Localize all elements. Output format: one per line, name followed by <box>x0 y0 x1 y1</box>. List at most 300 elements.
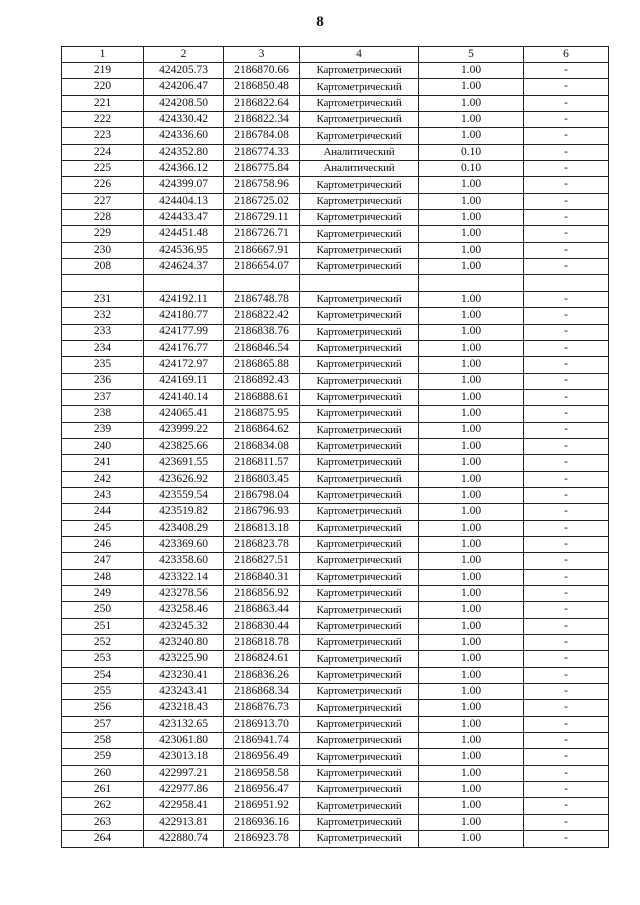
accuracy-cell: 1.00 <box>419 716 524 732</box>
point-number-cell: 234 <box>62 340 144 356</box>
y-coordinate-cell: 2186813.18 <box>224 520 300 536</box>
x-coordinate-cell: 423626.92 <box>144 471 224 487</box>
accuracy-cell: 1.00 <box>419 291 524 307</box>
accuracy-cell: 1.00 <box>419 831 524 847</box>
method-cell: Картометрический <box>300 79 419 95</box>
note-cell: - <box>524 651 609 667</box>
point-number-cell: 219 <box>62 63 144 79</box>
accuracy-cell: 1.00 <box>419 487 524 503</box>
y-coordinate-cell: 2186876.73 <box>224 700 300 716</box>
method-cell <box>300 275 419 291</box>
note-cell: - <box>524 112 609 128</box>
point-number-cell: 221 <box>62 95 144 111</box>
y-coordinate-cell: 2186913.70 <box>224 716 300 732</box>
table-row <box>62 79 609 95</box>
accuracy-cell: 0.10 <box>419 161 524 177</box>
point-number-cell: 252 <box>62 635 144 651</box>
point-number-cell: 227 <box>62 193 144 209</box>
note-cell: - <box>524 340 609 356</box>
point-number-cell: 247 <box>62 553 144 569</box>
y-coordinate-cell: 2186956.47 <box>224 782 300 798</box>
note-cell: - <box>524 161 609 177</box>
accuracy-cell: 1.00 <box>419 226 524 242</box>
method-cell: Картометрический <box>300 406 419 422</box>
x-coordinate-cell: 423559.54 <box>144 487 224 503</box>
y-coordinate-cell: 2186951.92 <box>224 798 300 814</box>
column-header: 3 <box>224 47 300 63</box>
method-cell: Картометрический <box>300 128 419 144</box>
note-cell: - <box>524 226 609 242</box>
y-coordinate-cell: 2186868.34 <box>224 684 300 700</box>
note-cell: - <box>524 602 609 618</box>
x-coordinate-cell: 423278.56 <box>144 586 224 602</box>
x-coordinate-cell: 423691.55 <box>144 455 224 471</box>
point-number-cell: 231 <box>62 291 144 307</box>
point-number-cell: 259 <box>62 749 144 765</box>
x-coordinate-cell <box>144 275 224 291</box>
point-number-cell: 257 <box>62 716 144 732</box>
x-coordinate-cell: 423358.60 <box>144 553 224 569</box>
note-cell: - <box>524 373 609 389</box>
accuracy-cell: 1.00 <box>419 684 524 700</box>
table-row <box>62 798 609 814</box>
point-number-cell: 248 <box>62 569 144 585</box>
note-cell: - <box>524 635 609 651</box>
y-coordinate-cell: 2186758.96 <box>224 177 300 193</box>
column-header: 1 <box>62 47 144 63</box>
point-number-cell: 224 <box>62 144 144 160</box>
y-coordinate-cell: 2186822.64 <box>224 95 300 111</box>
table-row <box>62 340 609 356</box>
point-number-cell: 238 <box>62 406 144 422</box>
y-coordinate-cell: 2186840.31 <box>224 569 300 585</box>
method-cell: Картометрический <box>300 504 419 520</box>
y-coordinate-cell: 2186956.49 <box>224 749 300 765</box>
accuracy-cell: 1.00 <box>419 700 524 716</box>
table-row <box>62 700 609 716</box>
y-coordinate-cell: 2186830.44 <box>224 618 300 634</box>
y-coordinate-cell: 2186836.26 <box>224 667 300 683</box>
table-row <box>62 553 609 569</box>
note-cell <box>524 275 609 291</box>
table-row <box>62 520 609 536</box>
accuracy-cell: 1.00 <box>419 79 524 95</box>
x-coordinate-cell: 424169.11 <box>144 373 224 389</box>
note-cell: - <box>524 749 609 765</box>
table-row <box>62 716 609 732</box>
y-coordinate-cell: 2186823.78 <box>224 536 300 552</box>
note-cell: - <box>524 667 609 683</box>
note-cell: - <box>524 455 609 471</box>
accuracy-cell: 1.00 <box>419 733 524 749</box>
accuracy-cell: 1.00 <box>419 553 524 569</box>
point-number-cell: 255 <box>62 684 144 700</box>
point-number-cell: 251 <box>62 618 144 634</box>
table-row <box>62 586 609 602</box>
point-number-cell: 229 <box>62 226 144 242</box>
x-coordinate-cell: 424180.77 <box>144 308 224 324</box>
note-cell: - <box>524 324 609 340</box>
accuracy-cell: 1.00 <box>419 814 524 830</box>
accuracy-cell <box>419 275 524 291</box>
table-row <box>62 128 609 144</box>
note-cell: - <box>524 504 609 520</box>
method-cell: Картометрический <box>300 259 419 275</box>
y-coordinate-cell: 2186888.61 <box>224 389 300 405</box>
x-coordinate-cell: 423230.41 <box>144 667 224 683</box>
table-row <box>62 831 609 847</box>
method-cell: Картометрический <box>300 210 419 226</box>
accuracy-cell: 1.00 <box>419 504 524 520</box>
table-row <box>62 438 609 454</box>
accuracy-cell: 1.00 <box>419 128 524 144</box>
x-coordinate-cell: 424433.47 <box>144 210 224 226</box>
accuracy-cell: 1.00 <box>419 406 524 422</box>
table-row <box>62 765 609 781</box>
table-row <box>62 226 609 242</box>
point-number-cell: 240 <box>62 438 144 454</box>
note-cell: - <box>524 536 609 552</box>
y-coordinate-cell: 2186864.62 <box>224 422 300 438</box>
table-row <box>62 422 609 438</box>
point-number-cell: 253 <box>62 651 144 667</box>
y-coordinate-cell: 2186811.57 <box>224 455 300 471</box>
accuracy-cell: 1.00 <box>419 357 524 373</box>
accuracy-cell: 1.00 <box>419 210 524 226</box>
page-number: 8 <box>316 14 324 30</box>
y-coordinate-cell: 2186726.71 <box>224 226 300 242</box>
note-cell: - <box>524 798 609 814</box>
x-coordinate-cell: 423061.80 <box>144 733 224 749</box>
x-coordinate-cell: 424176.77 <box>144 340 224 356</box>
point-number-cell: 263 <box>62 814 144 830</box>
accuracy-cell: 1.00 <box>419 95 524 111</box>
x-coordinate-cell: 424399.07 <box>144 177 224 193</box>
accuracy-cell: 1.00 <box>419 438 524 454</box>
point-number-cell: 225 <box>62 161 144 177</box>
accuracy-cell: 1.00 <box>419 193 524 209</box>
x-coordinate-cell: 424352.80 <box>144 144 224 160</box>
table-row <box>62 651 609 667</box>
x-coordinate-cell: 423369.60 <box>144 536 224 552</box>
accuracy-cell: 1.00 <box>419 536 524 552</box>
method-cell: Картометрический <box>300 520 419 536</box>
method-cell: Картометрический <box>300 782 419 798</box>
note-cell: - <box>524 259 609 275</box>
column-header: 5 <box>419 47 524 63</box>
accuracy-cell: 1.00 <box>419 242 524 258</box>
y-coordinate-cell: 2186846.54 <box>224 340 300 356</box>
point-number-cell: 222 <box>62 112 144 128</box>
table-row <box>62 161 609 177</box>
accuracy-cell: 0.10 <box>419 144 524 160</box>
note-cell: - <box>524 700 609 716</box>
y-coordinate-cell: 2186838.76 <box>224 324 300 340</box>
method-cell: Картометрический <box>300 569 419 585</box>
table-row <box>62 193 609 209</box>
method-cell: Картометрический <box>300 831 419 847</box>
note-cell: - <box>524 438 609 454</box>
y-coordinate-cell: 2186941.74 <box>224 733 300 749</box>
accuracy-cell: 1.00 <box>419 471 524 487</box>
table-row <box>62 373 609 389</box>
accuracy-cell: 1.00 <box>419 586 524 602</box>
method-cell: Картометрический <box>300 112 419 128</box>
x-coordinate-cell: 423825.66 <box>144 438 224 454</box>
accuracy-cell: 1.00 <box>419 177 524 193</box>
note-cell: - <box>524 487 609 503</box>
x-coordinate-cell: 423322.14 <box>144 569 224 585</box>
note-cell: - <box>524 308 609 324</box>
table-row <box>62 210 609 226</box>
y-coordinate-cell: 2186822.42 <box>224 308 300 324</box>
method-cell: Картометрический <box>300 95 419 111</box>
y-coordinate-cell: 2186803.45 <box>224 471 300 487</box>
method-cell: Картометрический <box>300 602 419 618</box>
table-row <box>62 471 609 487</box>
note-cell: - <box>524 618 609 634</box>
accuracy-cell: 1.00 <box>419 422 524 438</box>
y-coordinate-cell: 2186774.33 <box>224 144 300 160</box>
point-number-cell: 258 <box>62 733 144 749</box>
method-cell: Картометрический <box>300 177 419 193</box>
method-cell: Картометрический <box>300 487 419 503</box>
table-row <box>62 259 609 275</box>
table-row <box>62 63 609 79</box>
y-coordinate-cell: 2186827.51 <box>224 553 300 569</box>
note-cell: - <box>524 63 609 79</box>
point-number-cell: 241 <box>62 455 144 471</box>
point-number-cell: 230 <box>62 242 144 258</box>
table-header-row <box>62 47 609 63</box>
method-cell: Картометрический <box>300 586 419 602</box>
method-cell: Картометрический <box>300 357 419 373</box>
method-cell: Картометрический <box>300 716 419 732</box>
method-cell: Картометрический <box>300 798 419 814</box>
method-cell: Картометрический <box>300 308 419 324</box>
method-cell: Аналитический <box>300 144 419 160</box>
note-cell: - <box>524 128 609 144</box>
note-cell: - <box>524 782 609 798</box>
column-header: 6 <box>524 47 609 63</box>
method-cell: Картометрический <box>300 651 419 667</box>
note-cell: - <box>524 814 609 830</box>
x-coordinate-cell: 424192.11 <box>144 291 224 307</box>
point-number-cell: 236 <box>62 373 144 389</box>
y-coordinate-cell: 2186796.93 <box>224 504 300 520</box>
point-number-cell: 243 <box>62 487 144 503</box>
x-coordinate-cell: 423013.18 <box>144 749 224 765</box>
note-cell: - <box>524 765 609 781</box>
y-coordinate-cell: 2186824.61 <box>224 651 300 667</box>
coordinates-table <box>61 46 609 848</box>
method-cell: Картометрический <box>300 536 419 552</box>
note-cell: - <box>524 389 609 405</box>
x-coordinate-cell: 422958.41 <box>144 798 224 814</box>
point-number-cell: 246 <box>62 536 144 552</box>
point-number-cell: 228 <box>62 210 144 226</box>
accuracy-cell: 1.00 <box>419 798 524 814</box>
x-coordinate-cell: 424330.42 <box>144 112 224 128</box>
y-coordinate-cell: 2186875.95 <box>224 406 300 422</box>
point-number-cell: 249 <box>62 586 144 602</box>
method-cell: Картометрический <box>300 814 419 830</box>
table-row <box>62 749 609 765</box>
table-row <box>62 406 609 422</box>
x-coordinate-cell: 424536.95 <box>144 242 224 258</box>
x-coordinate-cell: 423225.90 <box>144 651 224 667</box>
point-number-cell: 242 <box>62 471 144 487</box>
table-row <box>62 536 609 552</box>
x-coordinate-cell: 422997.21 <box>144 765 224 781</box>
method-cell: Картометрический <box>300 700 419 716</box>
y-coordinate-cell: 2186775.84 <box>224 161 300 177</box>
accuracy-cell: 1.00 <box>419 112 524 128</box>
y-coordinate-cell: 2186856.92 <box>224 586 300 602</box>
y-coordinate-cell: 2186936.16 <box>224 814 300 830</box>
note-cell: - <box>524 520 609 536</box>
x-coordinate-cell: 424208.50 <box>144 95 224 111</box>
x-coordinate-cell: 422913.81 <box>144 814 224 830</box>
x-coordinate-cell: 424205.73 <box>144 63 224 79</box>
method-cell: Картометрический <box>300 749 419 765</box>
x-coordinate-cell: 423240.80 <box>144 635 224 651</box>
table-row <box>62 667 609 683</box>
x-coordinate-cell: 424451.48 <box>144 226 224 242</box>
table-row <box>62 144 609 160</box>
y-coordinate-cell: 2186729.11 <box>224 210 300 226</box>
y-coordinate-cell: 2186798.04 <box>224 487 300 503</box>
accuracy-cell: 1.00 <box>419 765 524 781</box>
note-cell: - <box>524 406 609 422</box>
note-cell: - <box>524 357 609 373</box>
table-row <box>62 112 609 128</box>
x-coordinate-cell: 423245.32 <box>144 618 224 634</box>
table-row <box>62 308 609 324</box>
table-row <box>62 242 609 258</box>
method-cell: Картометрический <box>300 618 419 634</box>
point-number-cell: 239 <box>62 422 144 438</box>
point-number-cell: 264 <box>62 831 144 847</box>
table-row <box>62 357 609 373</box>
method-cell: Картометрический <box>300 684 419 700</box>
note-cell: - <box>524 733 609 749</box>
table-row <box>62 635 609 651</box>
point-number-cell: 244 <box>62 504 144 520</box>
table-row <box>62 324 609 340</box>
point-number-cell: 223 <box>62 128 144 144</box>
note-cell: - <box>524 210 609 226</box>
accuracy-cell: 1.00 <box>419 782 524 798</box>
accuracy-cell: 1.00 <box>419 618 524 634</box>
accuracy-cell: 1.00 <box>419 373 524 389</box>
y-coordinate-cell: 2186654.07 <box>224 259 300 275</box>
note-cell: - <box>524 177 609 193</box>
point-number-cell: 261 <box>62 782 144 798</box>
accuracy-cell: 1.00 <box>419 324 524 340</box>
accuracy-cell: 1.00 <box>419 602 524 618</box>
method-cell: Аналитический <box>300 161 419 177</box>
accuracy-cell: 1.00 <box>419 635 524 651</box>
note-cell: - <box>524 716 609 732</box>
x-coordinate-cell: 424172.97 <box>144 357 224 373</box>
method-cell: Картометрический <box>300 340 419 356</box>
table-row <box>62 389 609 405</box>
point-number-cell: 233 <box>62 324 144 340</box>
x-coordinate-cell: 423132.65 <box>144 716 224 732</box>
y-coordinate-cell: 2186784.08 <box>224 128 300 144</box>
method-cell: Картометрический <box>300 438 419 454</box>
x-coordinate-cell: 423408.29 <box>144 520 224 536</box>
table-row <box>62 733 609 749</box>
accuracy-cell: 1.00 <box>419 63 524 79</box>
accuracy-cell: 1.00 <box>419 389 524 405</box>
method-cell: Картометрический <box>300 242 419 258</box>
x-coordinate-cell: 423258.46 <box>144 602 224 618</box>
point-number-cell: 245 <box>62 520 144 536</box>
note-cell: - <box>524 193 609 209</box>
table-row <box>62 814 609 830</box>
method-cell: Картометрический <box>300 422 419 438</box>
method-cell: Картометрический <box>300 455 419 471</box>
x-coordinate-cell: 424177.99 <box>144 324 224 340</box>
method-cell: Картометрический <box>300 667 419 683</box>
table-row <box>62 95 609 111</box>
point-number-cell: 208 <box>62 259 144 275</box>
table-row <box>62 504 609 520</box>
note-cell: - <box>524 242 609 258</box>
table-row <box>62 487 609 503</box>
note-cell: - <box>524 144 609 160</box>
table-row <box>62 618 609 634</box>
y-coordinate-cell: 2186958.58 <box>224 765 300 781</box>
note-cell: - <box>524 291 609 307</box>
point-number-cell: 226 <box>62 177 144 193</box>
method-cell: Картометрический <box>300 291 419 307</box>
accuracy-cell: 1.00 <box>419 520 524 536</box>
table-row <box>62 782 609 798</box>
accuracy-cell: 1.00 <box>419 749 524 765</box>
method-cell: Картометрический <box>300 63 419 79</box>
x-coordinate-cell: 424336.60 <box>144 128 224 144</box>
x-coordinate-cell: 423243.41 <box>144 684 224 700</box>
table-row <box>62 275 609 291</box>
accuracy-cell: 1.00 <box>419 259 524 275</box>
column-header: 2 <box>144 47 224 63</box>
y-coordinate-cell: 2186818.78 <box>224 635 300 651</box>
y-coordinate-cell: 2186748.78 <box>224 291 300 307</box>
y-coordinate-cell: 2186870.66 <box>224 63 300 79</box>
y-coordinate-cell: 2186667.91 <box>224 242 300 258</box>
note-cell: - <box>524 586 609 602</box>
table-row <box>62 602 609 618</box>
method-cell: Картометрический <box>300 733 419 749</box>
note-cell: - <box>524 684 609 700</box>
x-coordinate-cell: 423519.82 <box>144 504 224 520</box>
accuracy-cell: 1.00 <box>419 340 524 356</box>
method-cell: Картометрический <box>300 324 419 340</box>
x-coordinate-cell: 424404.13 <box>144 193 224 209</box>
y-coordinate-cell: 2186863.44 <box>224 602 300 618</box>
note-cell: - <box>524 471 609 487</box>
table-row <box>62 684 609 700</box>
x-coordinate-cell: 423218.43 <box>144 700 224 716</box>
x-coordinate-cell: 424065.41 <box>144 406 224 422</box>
table-row <box>62 569 609 585</box>
x-coordinate-cell: 424366.12 <box>144 161 224 177</box>
note-cell: - <box>524 95 609 111</box>
table-row <box>62 455 609 471</box>
